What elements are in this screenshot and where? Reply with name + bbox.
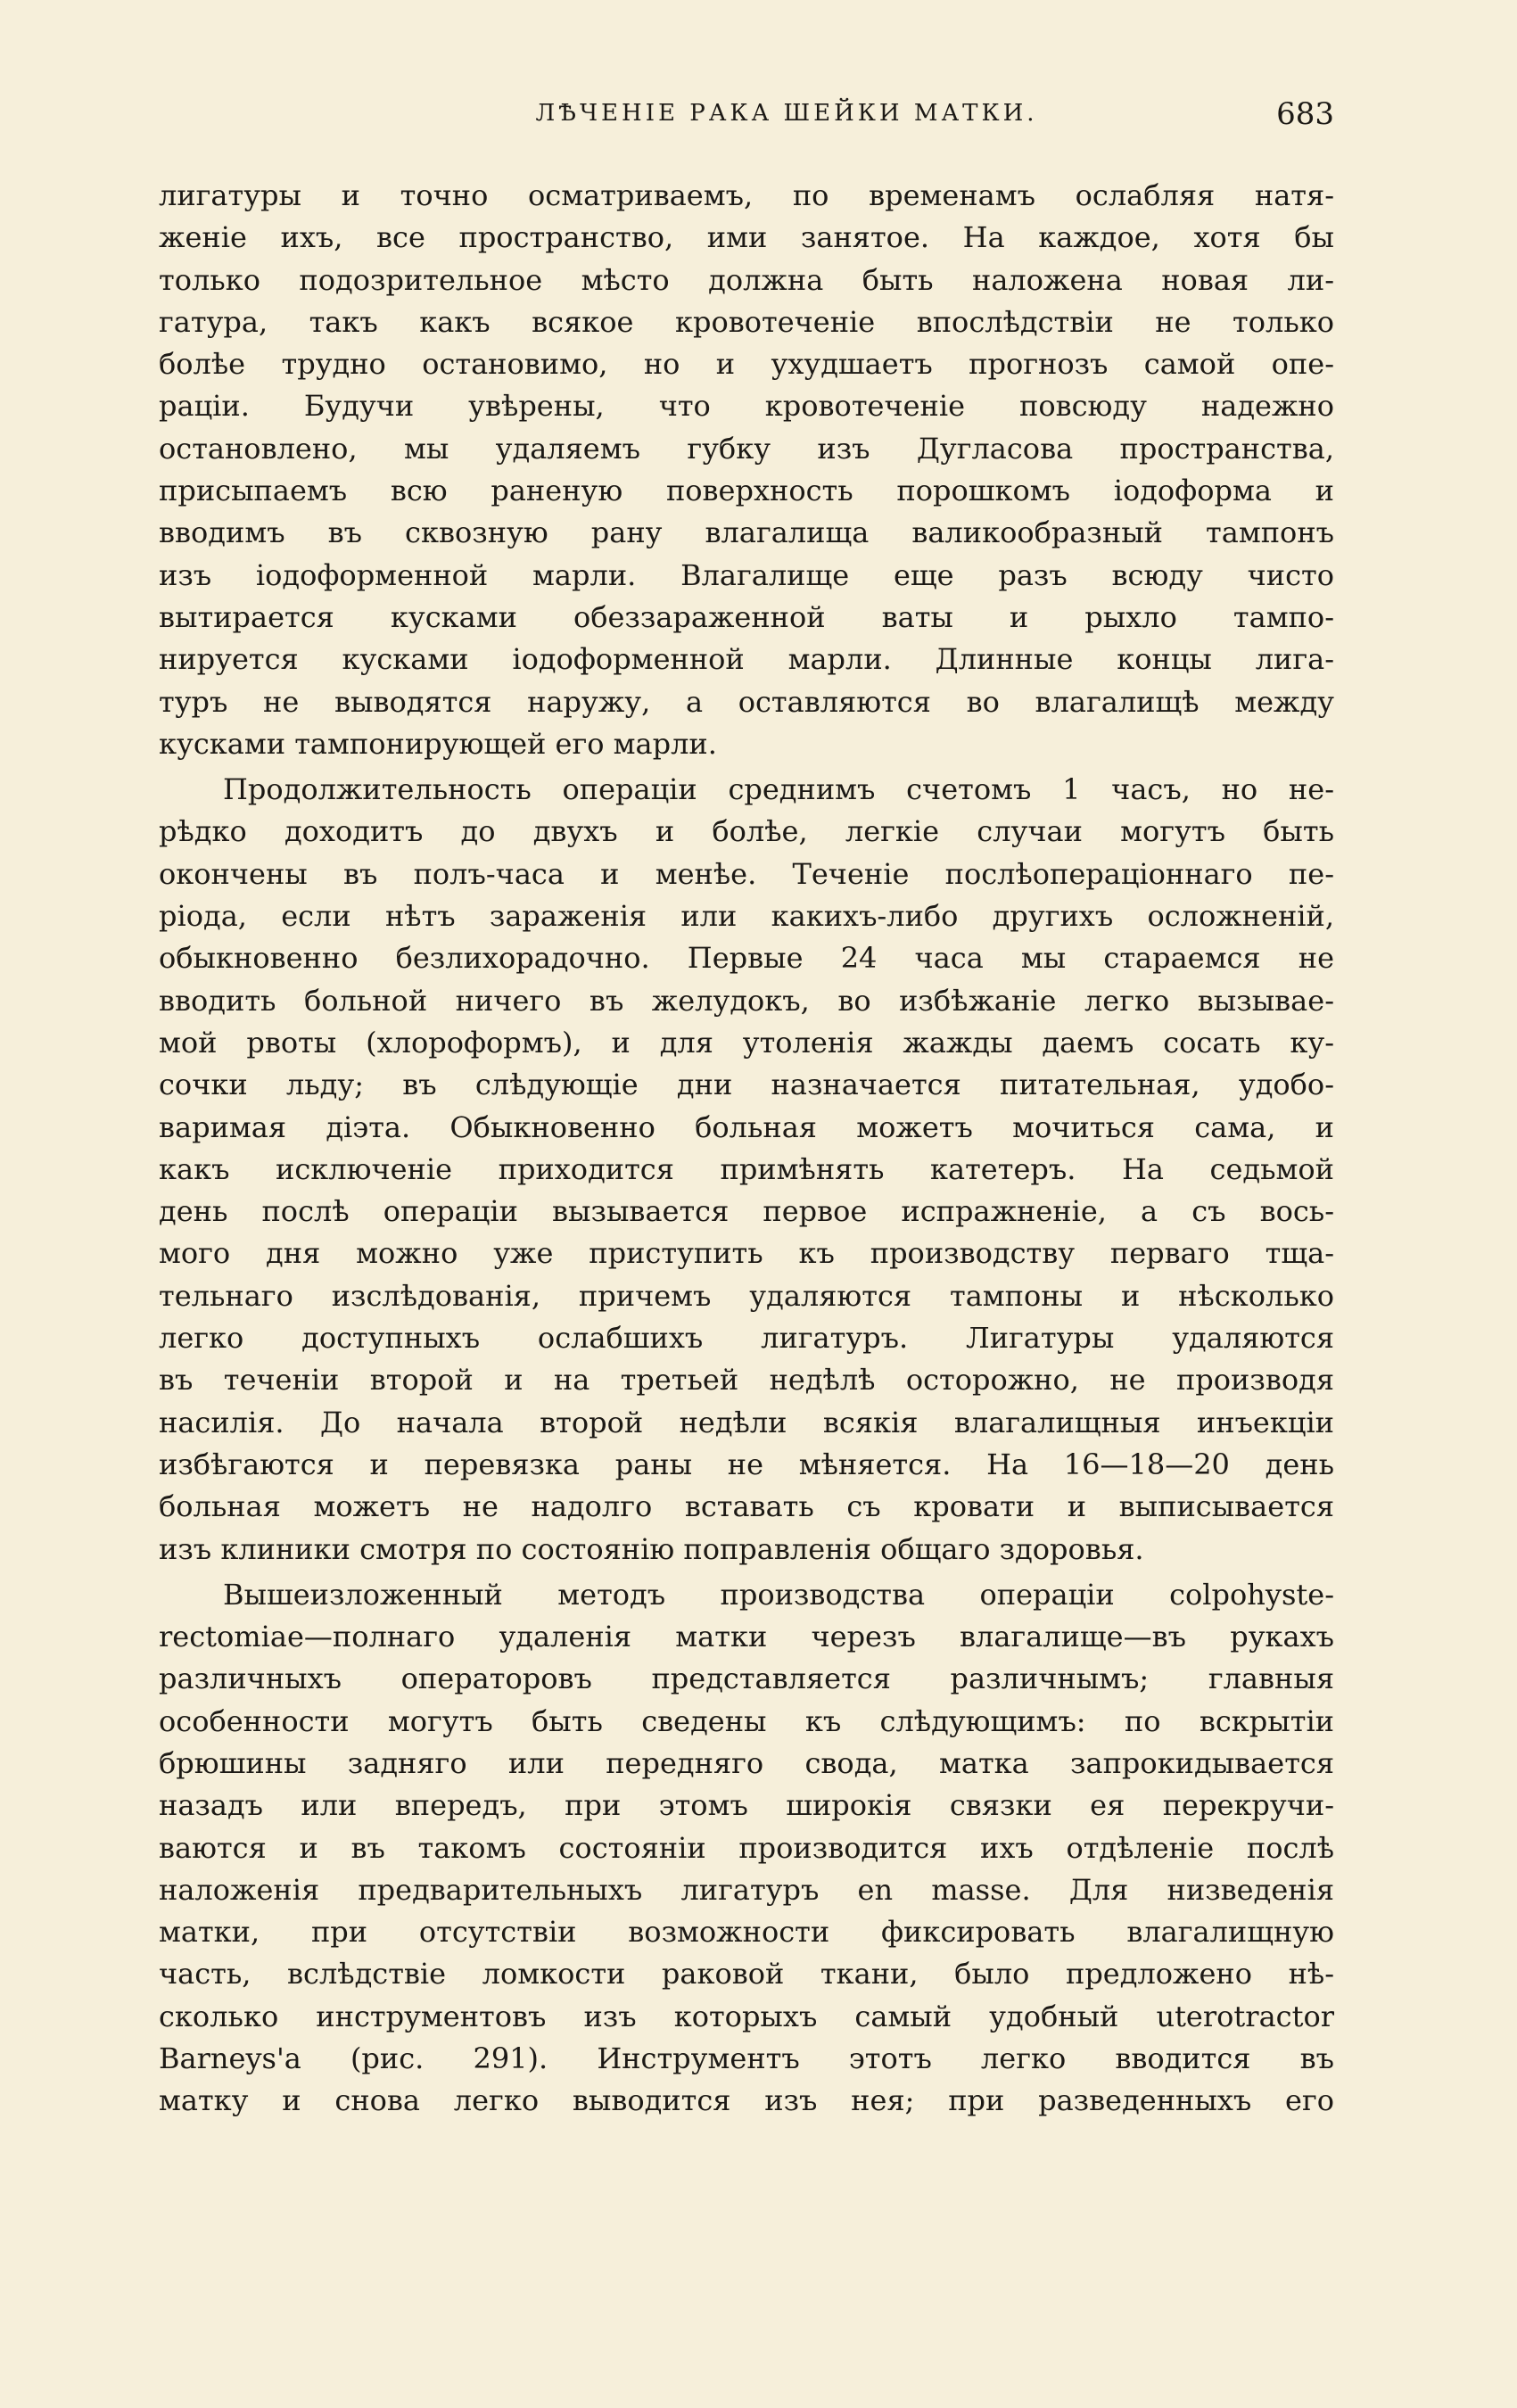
text-line: часть, вслѣдствіе ломкости раковой ткани, было предложено нѣ- bbox=[159, 1957, 1334, 1992]
text-line: женіе ихъ, все пространство, ими занятое. На каждое, хотя бы bbox=[159, 220, 1334, 255]
text-line: брюшины задняго или передняго свода, матка запрокидывается bbox=[159, 1745, 1334, 1780]
text-line: наложенія предварительныхъ лигатуръ en masse. Для низведенія bbox=[159, 1872, 1334, 1907]
text-line: rectomiae—полнаго удаленія матки черезъ влагалище—въ рукахъ bbox=[159, 1620, 1334, 1654]
text-line: ріода, если нѣтъ зараженія или какихъ-либо другихъ осложненій, bbox=[159, 899, 1334, 934]
text-line: вводить больной ничего въ желудокъ, во избѣжаніе легко вызывае- bbox=[159, 983, 1334, 1018]
paragraph-first-line: Продолжительность операціи среднимъ счетомъ 1 часъ, но не- bbox=[223, 772, 1334, 807]
text-line: лигатуры и точно осматриваемъ, по временамъ ослабляя натя- bbox=[159, 178, 1334, 212]
text-line: насилія. До начала второй недѣли всякія влагалищныя инъекціи bbox=[159, 1405, 1334, 1439]
text-line: больная можетъ не надолго вставать съ кровати и выписывается bbox=[159, 1489, 1334, 1524]
text-line: назадъ или впередъ, при этомъ широкія связки ея перекручи- bbox=[159, 1788, 1334, 1823]
page-number: 683 bbox=[1276, 96, 1334, 132]
text-line: матку и снова легко выводится изъ нея; при разведенныхъ его bbox=[159, 2083, 1334, 2118]
text-line: матки, при отсутствіи возможности фиксировать влагалищную bbox=[159, 1915, 1334, 1950]
text-line: гатура, такъ какъ всякое кровотеченіе впослѣдствіи не только bbox=[159, 304, 1334, 339]
text-line: тельнаго изслѣдованія, причемъ удаляются тампоны и нѣсколько bbox=[159, 1278, 1334, 1313]
text-line: мого дня можно уже приступить къ производству перваго тща- bbox=[159, 1236, 1334, 1271]
text-line: вытирается кусками обеззараженной ваты и рыхло тампо- bbox=[159, 599, 1334, 634]
text-line: Barneys'a (рис. 291). Инструментъ этотъ легко вводится въ bbox=[159, 2041, 1334, 2076]
text-line: присыпаемъ всю раненую поверхность порошкомъ іодоформа и bbox=[159, 474, 1334, 508]
text-line: остановлено, мы удаляемъ губку изъ Дугласова пространства, bbox=[159, 431, 1334, 466]
text-line: сколько инструментовъ изъ которыхъ самый удобный uterotractor bbox=[159, 1999, 1334, 2033]
text-body bbox=[159, 175, 1334, 2123]
text-line: ваются и въ такомъ состояніи производится ихъ отдѣленіе послѣ bbox=[159, 1830, 1334, 1865]
text-line: различныхъ операторовъ представляется различнымъ; главныя bbox=[159, 1662, 1334, 1696]
text-line: окончены въ полъ-часа и менѣе. Теченіе послѣопераціоннаго пе- bbox=[159, 856, 1334, 891]
text-line: сочки льду; въ слѣдующіе дни назначается питательная, удобо- bbox=[159, 1068, 1334, 1102]
text-line: особенности могутъ быть сведены къ слѣдующимъ: по вскрытіи bbox=[159, 1703, 1334, 1738]
text-line: рѣдко доходитъ до двухъ и болѣе, легкіе случаи могутъ быть bbox=[159, 814, 1334, 849]
text-line: въ теченіи второй и на третьей недѣлѣ осторожно, не производя bbox=[159, 1363, 1334, 1398]
text-line: кусками тампонирующей его марли. bbox=[159, 726, 717, 761]
text-line: какъ исключеніе приходится примѣнять катетеръ. На седьмой bbox=[159, 1151, 1334, 1186]
page-header bbox=[159, 96, 1334, 143]
text-line: мой рвоты (хлороформъ), и для утоленія жажды даемъ сосать ку- bbox=[159, 1025, 1334, 1060]
text-line: избѣгаются и перевязка раны не мѣняется. На 16—18—20 день bbox=[159, 1447, 1334, 1481]
text-line: варимая діэта. Обыкновенно больная можетъ мочиться сама, и bbox=[159, 1109, 1334, 1144]
text-line: легко доступныхъ ослабшихъ лигатуръ. Лигатуры удаляются bbox=[159, 1321, 1334, 1356]
text-line: день послѣ операціи вызывается первое испражненіе, а съ вось- bbox=[159, 1194, 1334, 1229]
text-line: изъ іодоформенной марли. Влагалище еще разъ всюду чисто bbox=[159, 557, 1334, 592]
text-line: изъ клиники смотря по состоянію поправленія общаго здоровья. bbox=[159, 1531, 1144, 1566]
text-line: только подозрительное мѣсто должна быть наложена новая ли- bbox=[159, 262, 1334, 297]
paragraph-first-line: Вышеизложенный методъ производства операціи colpohyste- bbox=[223, 1577, 1334, 1612]
running-title: ЛѢЧЕНІЕ РАКА ШЕЙКИ МАТКИ. bbox=[535, 100, 1038, 127]
text-line: туръ не выводятся наружу, а оставляются во влагалищѣ между bbox=[159, 684, 1334, 719]
text-line: обыкновенно безлихорадочно. Первые 24 часа мы стараемся не bbox=[159, 941, 1334, 976]
text-line: нируется кусками іодоформенной марли. Длинные концы лига- bbox=[159, 642, 1334, 677]
text-line: вводимъ въ сквозную рану влагалища валикообразный тампонъ bbox=[159, 515, 1334, 550]
text-line: раціи. Будучи увѣрены, что кровотеченіе повсюду надежно bbox=[159, 389, 1334, 424]
text-line: болѣе трудно остановимо, но и ухудшаетъ прогнозъ самой опе- bbox=[159, 347, 1334, 382]
